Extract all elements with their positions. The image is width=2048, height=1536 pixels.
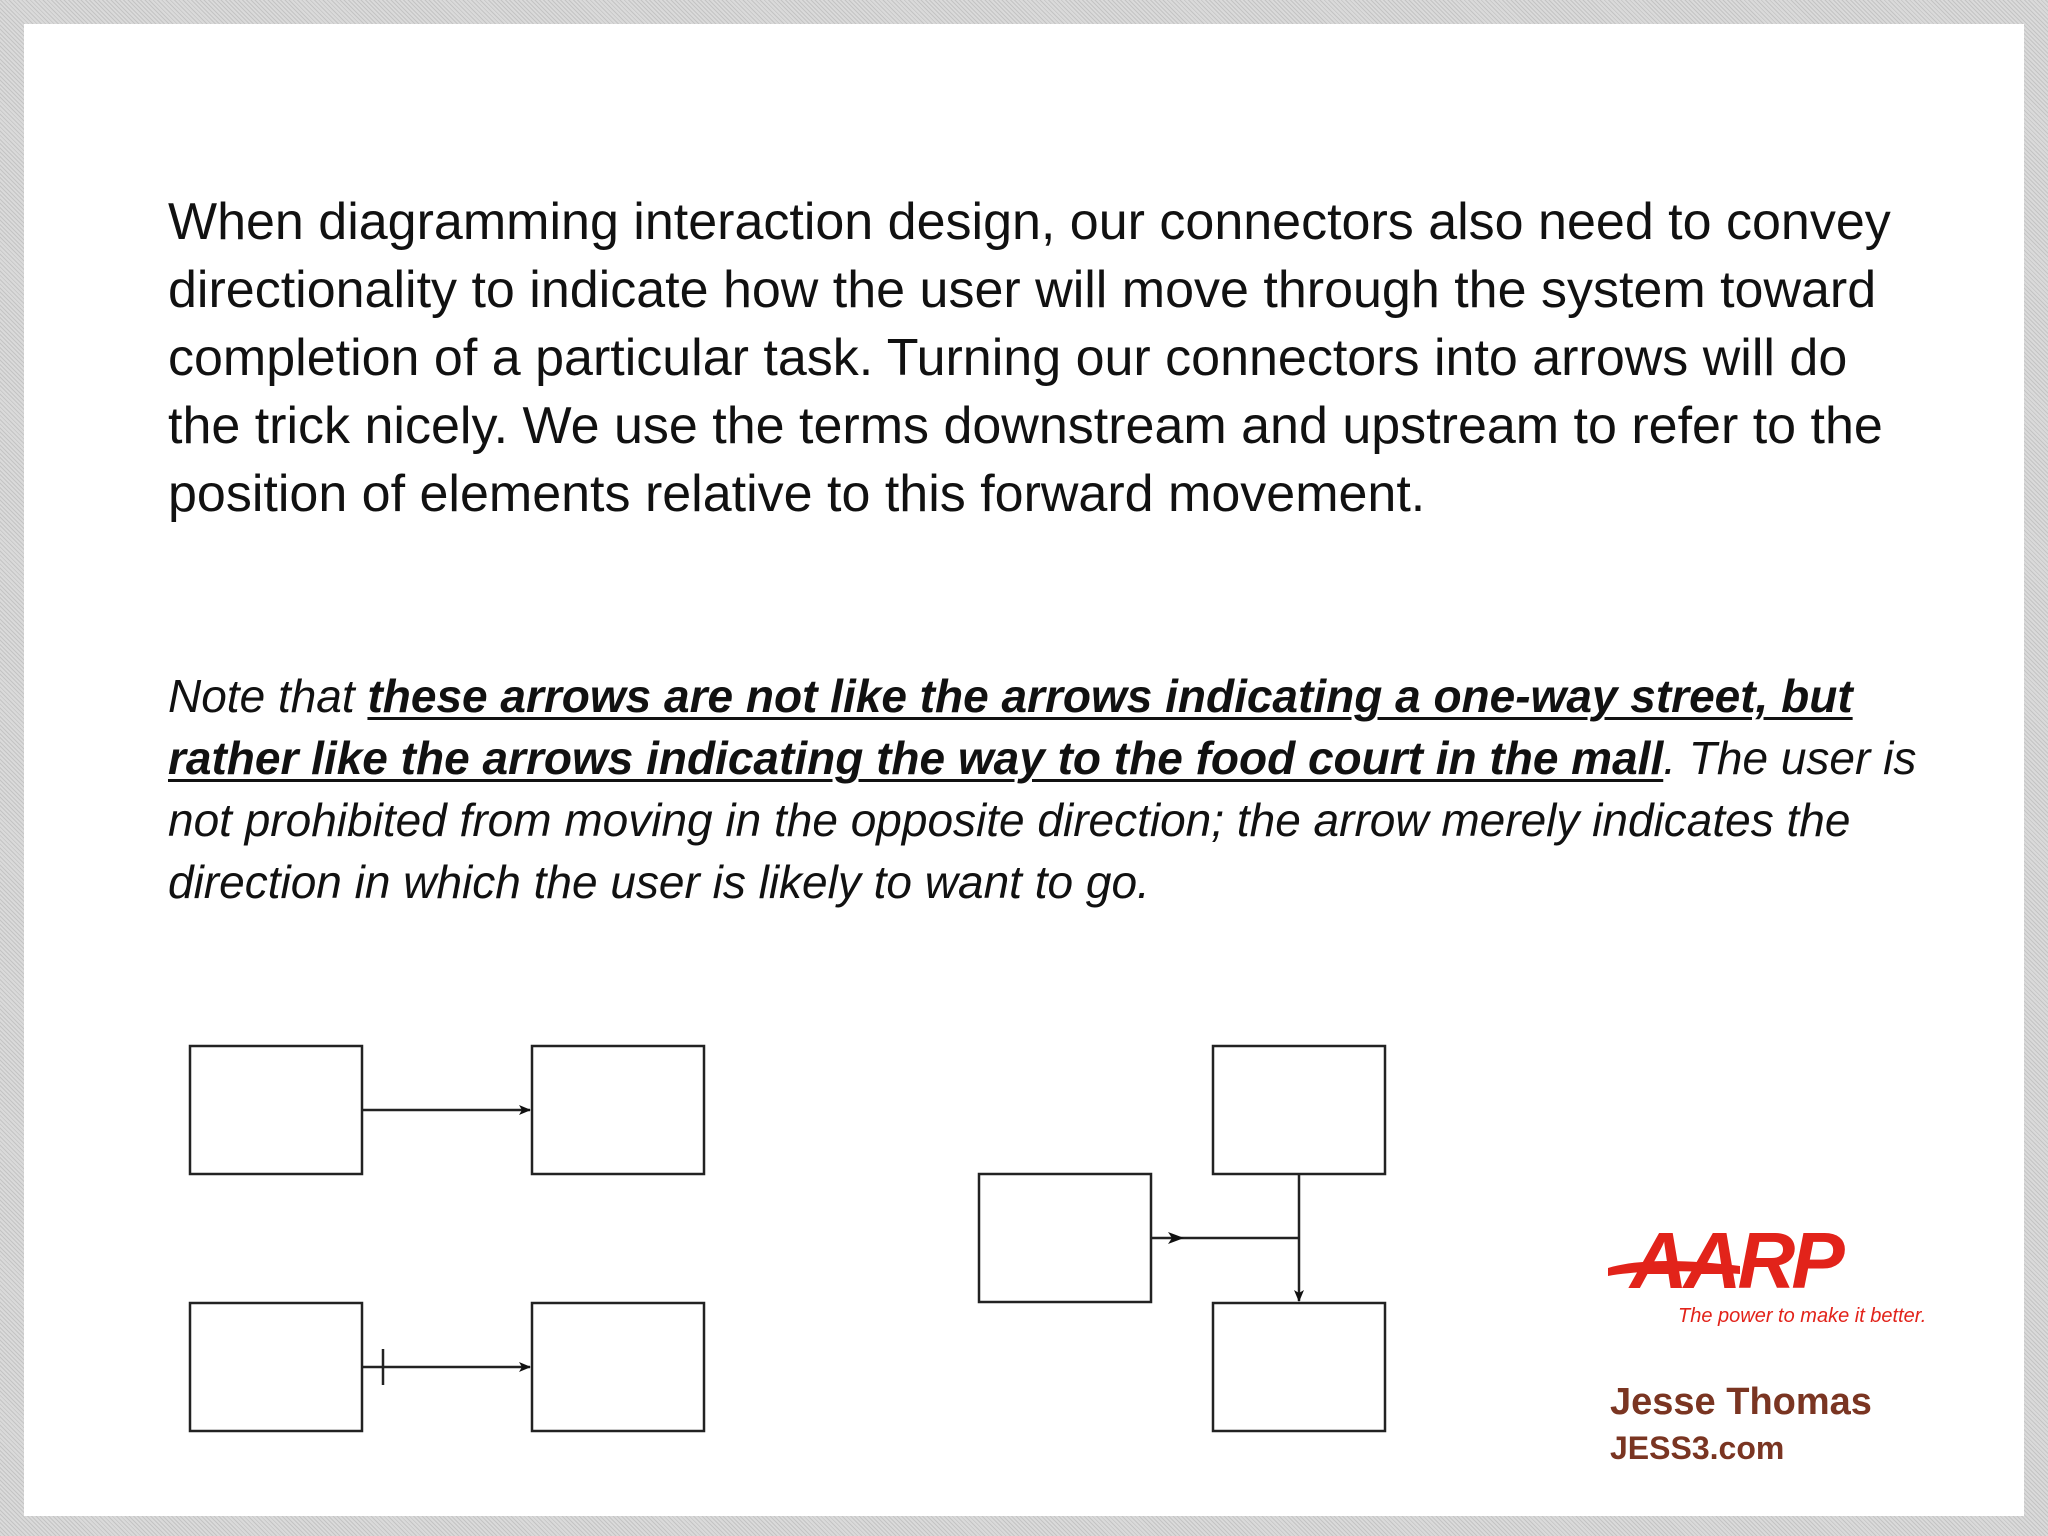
author-name: Jesse Thomas <box>1610 1381 1872 1423</box>
box-upstream <box>190 1046 362 1174</box>
aarp-logo <box>1600 1210 1980 1330</box>
note-suffix: . The user is not prohibited from moving in the opposite direction; the arrow merely indicates the direction in which the user is likely to want to go. <box>168 732 1917 908</box>
note-prefix: Note that <box>168 670 368 722</box>
box-left <box>979 1174 1151 1302</box>
box-bottom <box>1213 1303 1385 1431</box>
box-top <box>1213 1046 1385 1174</box>
logo-tagline: The power to make it better. <box>1678 1305 1927 1327</box>
box-downstream <box>532 1046 704 1174</box>
body-paragraph: When diagramming interaction design, our connectors also need to convey directionality to indicate how the user will move through the system toward completion of a particular task. Turning our connectors into arrows will do the trick nicely. We use the terms downstream and upstream to refer to the position of elements relative to this forward movement. <box>168 193 1891 523</box>
diagram-simple-arrow <box>190 1046 704 1174</box>
author-website: JESS3.com <box>1610 1430 1785 1466</box>
note-emphasis: these arrows are not like the arrows indicating a one-way street, but rather like the arrows indicating the way to the food court in the mall <box>168 670 1853 784</box>
logo-brand: AARP <box>1630 1216 1841 1305</box>
diagram-tick-arrow <box>190 1303 704 1431</box>
box-downstream <box>532 1303 704 1431</box>
box-upstream <box>190 1303 362 1431</box>
diagram-merge <box>979 1046 1385 1431</box>
